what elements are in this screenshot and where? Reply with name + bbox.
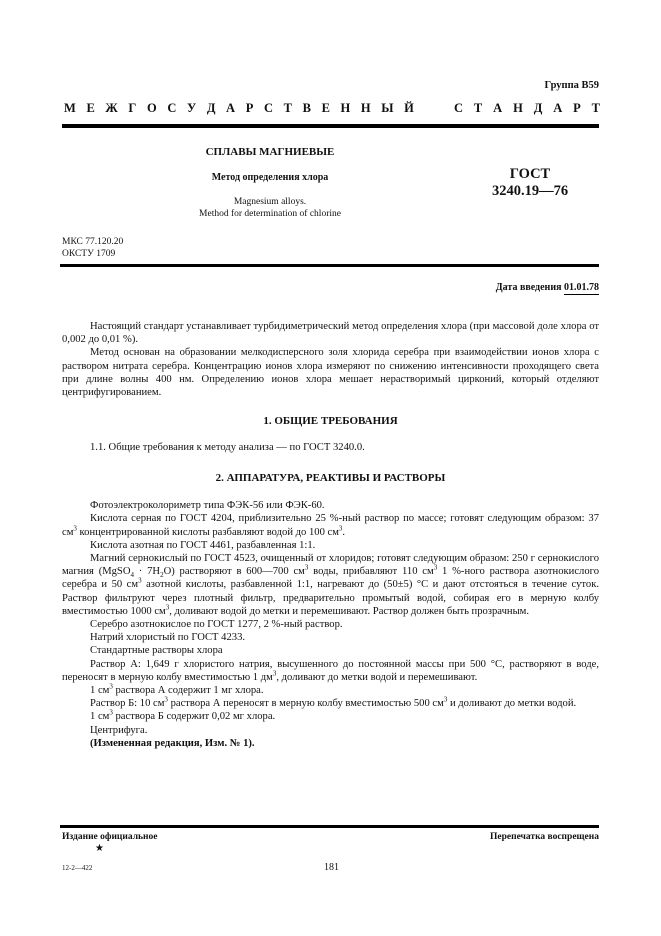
letter: Г (128, 101, 137, 115)
letter: М (64, 101, 76, 115)
section-1 (62, 415, 599, 454)
letter: С (263, 101, 273, 115)
gost-number: 3240.19—76 (491, 183, 569, 199)
letter: Д (533, 101, 543, 115)
english-title-line2: Method for determination of chlorine (199, 209, 341, 219)
banner-word-standard (454, 101, 600, 116)
letter: Р (573, 101, 581, 115)
english-title (150, 196, 390, 220)
reagent-sulfuric-acid: Кислота серная по ГОСТ 4204, приблизительно 25 %-ный раствор по массе; готовят следующим образом: 37 $см^3$ концентрированной кислоты разбавляют водой до 100 $см^3$. (62, 513, 599, 538)
reagent-photocolorimeter: Фотоэлектроколориметр типа ФЭК-56 или ФЭК-60. (90, 500, 325, 512)
letter: Т (591, 101, 600, 115)
solution-a: Раствор А: 1,649 г хлористого натрия, высушенного до постоянной массы при 500 °С, растворяют в воде, переносят в мерную колбу вместимостью 1 $дм^3$, доливают до метки водой и перемешивают. (62, 658, 599, 683)
letter: А (493, 101, 503, 115)
letter: Е (86, 101, 95, 115)
solution-b-concentration: 1 $см^3$ раствора Б содержит 0,02 мг хлора. (90, 708, 276, 723)
footer-divider (60, 825, 599, 828)
official-edition-label: Издание официальное (62, 832, 158, 842)
effective-date (496, 282, 599, 293)
reagent-silver-nitrate: Серебро азотнокислое по ГОСТ 1277, 2 %-ный раствор. (90, 619, 343, 631)
english-title-line1: Magnesium alloys. (233, 197, 307, 207)
letter: А (553, 101, 563, 115)
effective-date-label: Дата введения (495, 282, 564, 293)
letter: А (226, 101, 236, 115)
letter: Е (321, 101, 330, 115)
amendment-note: (Измененная редакция, Изм. № 1). (90, 737, 255, 749)
page-number: 181 (324, 862, 339, 873)
okstu-code: ОКСТУ 1709 (62, 249, 116, 259)
solution-a-concentration: 1 $см^3$ раствора А содержит 1 мг хлора. (90, 682, 264, 697)
letter: Р (245, 101, 254, 115)
letter: Т (473, 101, 483, 115)
letter: Д (206, 101, 216, 115)
letter: Ж (105, 101, 118, 115)
letter: Н (360, 101, 371, 115)
effective-date-value: 01.01.78 (564, 282, 599, 293)
equipment-centrifuge: Центрифуга. (90, 724, 148, 736)
print-code: 12-2—422 (62, 864, 93, 872)
solution-b: Раствор Б: 10 $см^3$ раствора А переносят в мерную колбу вместимостью 500 $см^3$ и доливают до метки водой. (90, 695, 577, 710)
section-2-heading: 2. АППАРАТУРА, РЕАКТИВЫ И РАСТВОРЫ (215, 472, 446, 484)
letter: В (302, 101, 311, 115)
letter: Й (404, 101, 414, 115)
letter: Ы (381, 101, 394, 115)
intro-section (62, 320, 599, 399)
group-label: Группа В59 (544, 80, 599, 91)
letter: Н (513, 101, 523, 115)
reagent-nitric-acid: Кислота азотная по ГОСТ 4461, разбавленная 1:1. (90, 539, 316, 551)
reagent-sodium-chloride: Натрий хлористый по ГОСТ 4233. (90, 632, 246, 644)
section-1-paragraph: 1.1. Общие требования к методу анализа — по ГОСТ 3240.0. (90, 442, 365, 454)
gost-label: ГОСТ (509, 166, 551, 182)
section-1-heading: 1. ОБЩИЕ ТРЕБОВАНИЯ (263, 415, 398, 427)
star-icon: ★ (95, 843, 104, 854)
interstate-standard-banner (64, 101, 600, 116)
letter: С (454, 101, 464, 115)
reagent-magnesium-sulfate: Магний сернокислый по ГОСТ 4523, очищенный от хлоридов; готовят следующим образом: 250 г сернокислого магния (MgSO$_4$ · $7H_2O$) растворяют в 600—700 $см^3$ воды, прибавляют 110 $см^3$ 1 %-ного раствора азотнокислого серебра и 50 $см^3$ азотной кислоты, разбавленной 1:1, нагревают до (50±5) °С и дают отстояться в течение суток. Раствор фильтруют через плотный фильтр, предварительно промытый водой, собирая его в мерную колбу вместимостью 1000 $см^3$, доливают водой до метки и перемешивают. Раствор должен быть прозрачным. (62, 553, 600, 617)
intro-paragraph-method: Метод основан на образовании мелкодисперсного золя хлорида серебра при взаимодействии ионов хлора с раствором нитрата серебра. Концентрацию ионов хлора измеряют по снижению интенсивности проходящего света при длине волны 400 нм. Определению ионов хлора мешает нерастворимый цирконий, который отделяют центрифугированием. (62, 347, 599, 399)
gost-designation (470, 166, 590, 200)
letter: С (167, 101, 177, 115)
title-block (150, 146, 390, 220)
banner-word-interstate (64, 101, 414, 116)
mks-code: МКС 77.120.20 (62, 237, 124, 247)
header-divider (62, 124, 599, 128)
section-2 (62, 472, 599, 750)
document-title: СПЛАВЫ МАГНИЕВЫЕ (205, 146, 335, 158)
letter: Т (283, 101, 292, 115)
reprint-prohibited-label: Перепечатка воспрещена (489, 832, 599, 842)
letter: Н (340, 101, 351, 115)
letter: О (146, 101, 157, 115)
intro-paragraph-scope: Настоящий стандарт устанавливает турбидиметрический метод определения хлора (при массовой доле хлора от 0,002 до 0,01 %). (62, 321, 599, 346)
letter: У (187, 101, 197, 115)
standard-solutions-heading: Стандартные растворы хлора (90, 645, 223, 657)
title-divider (60, 264, 599, 267)
classification-codes (62, 236, 123, 260)
document-subtitle: Метод определения хлора (211, 172, 329, 183)
